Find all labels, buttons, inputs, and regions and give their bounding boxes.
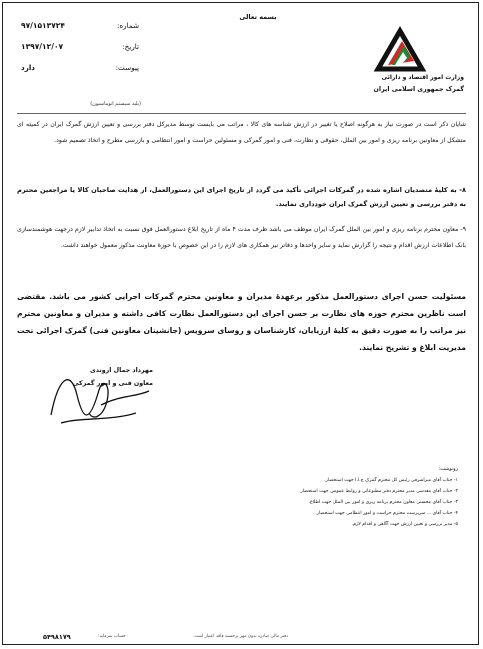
date-row: [21, 36, 139, 57]
cc-item-3: ۳- جناب آقای محسنی معاون محترم برنامه ریزی و امور بین الملل جهت اطلاع.: [308, 500, 458, 505]
footer-account: حساب سرمایه:: [98, 634, 126, 639]
org-customs: گمرک جمهوری اسلامی ایران: [373, 86, 464, 93]
number-label: شماره:: [116, 21, 139, 30]
paragraph-9: ۹- معاون محترم برنامه ریزی و امور بین الملل گمرک ایران موظف می باشد ظرف مدت ۴ ماه از تاریخ ابلاغ دستورالعمل فوق نسبت به اتخاذ تدابیر لازم درجهت هوشمندسازی بانک اطلاعات ارزش اقدام و نتیجه را گزارش نماید و سایر واحدها و دفاتر نیز همکاری های لازم را در این خصوص با حوزهٔ معاونت مذکور معمول خواهند داشت.: [17, 226, 466, 249]
paragraph-8: ۸- به کلیهٔ متصدیان اشاره شده در گمرکات اجرائی تأکید می گردد از تاریخ اجرای این دستورالعمل، از هدایت صاحبان کالا یا مراجعین محترم به دفتر بررسی و تعیین ارزش گمرک ایران خودداری نمایند.: [17, 186, 466, 208]
reference-note: (بلید سیستم اتوماسیون): [90, 101, 141, 107]
signatory-title: معاون فنی و امور گمرکی: [72, 380, 153, 387]
cc-item-2: ۲- جناب آقای مقدسی مدیر محترم دفتر مطبوعاتی و روابط عمومی جهت استحضار.: [299, 489, 458, 494]
footer-number: ۵۴۹۸۱۷۹: [43, 633, 71, 641]
number-row: [21, 15, 139, 36]
letter-page: [2, 2, 479, 645]
cc-item-1: ۱- جناب آقای میراشرفی رئیس کل محترم گمرک ج.ا.ا جهت استحضار.: [324, 478, 458, 483]
customs-logo-icon: [370, 25, 430, 77]
letter-date: ۱۳۹۷/۱۲/۰۷: [21, 42, 64, 51]
attachment-row: [21, 57, 139, 78]
attachment-value: دارد: [21, 63, 35, 72]
header-divider: [17, 113, 466, 114]
responsibility-paragraph: مسئولیت حسن اجرای دستورالعمل مذکور برعهدهٔ مدیران و معاونین محترم گمرکات اجرایی کشور می باشد. مقتضی است ناظرین محترم حوزه های نظارت بر حسن اجرای این دستورالعمل نظارت کافی داشته و مدیران و معاونین محترم نیز مراتب را به صورت دقیق به کلیهٔ ارزیابان، کارشناسان و روسای سرویس (جانشینان معاونین فنی) گمرک اجرائی تحت مدیریت ابلاغ و تشریح نمایند.: [17, 292, 466, 352]
cc-item-4: ۴- جناب آقای ... سرپرست محترم حراست و امور انتظامی جهت استحضار.: [315, 511, 458, 516]
letter-metadata: [21, 15, 139, 78]
letter-number: ۹۷/۱۵۱۳۷۲۴: [21, 21, 65, 30]
date-label: تاریخ:: [122, 42, 139, 51]
cc-heading: رونوشت:: [438, 466, 458, 472]
paragraph-1: شایان ذکر است در صورت نیاز به هرگونه اصلاح یا تغییر در ارزش شناسه های کالا ، مراتب می بایست توسط مدیرکل دفتر بررسی و تعیین ارزش گمرک ایران در کمیته ای متشکل از معاونین برنامه ریزی و امور بین الملل، حقوقی و نظارت، فنی و امور گمرکی و مسئولین حراست و امور انتظامی و بازرسی مطرح و اتخاذ تصمیم شود.: [17, 121, 466, 144]
basmala: بسمه تعالی: [239, 13, 277, 21]
footer-note: دفتر مالی صادره بدون مهر برجسته فاقد اعتبار است.: [193, 634, 289, 639]
org-ministry: وزارت امور اقتصاد و دارائی: [381, 74, 464, 81]
cc-item-5: ۵- مدیر بررسی و تعیین ارزش جهت آگاهی و اقدام لازم.: [351, 522, 458, 527]
signatory-name: مهرداد جمال اروندی: [89, 367, 153, 374]
attachment-label: پیوست:: [115, 63, 139, 72]
